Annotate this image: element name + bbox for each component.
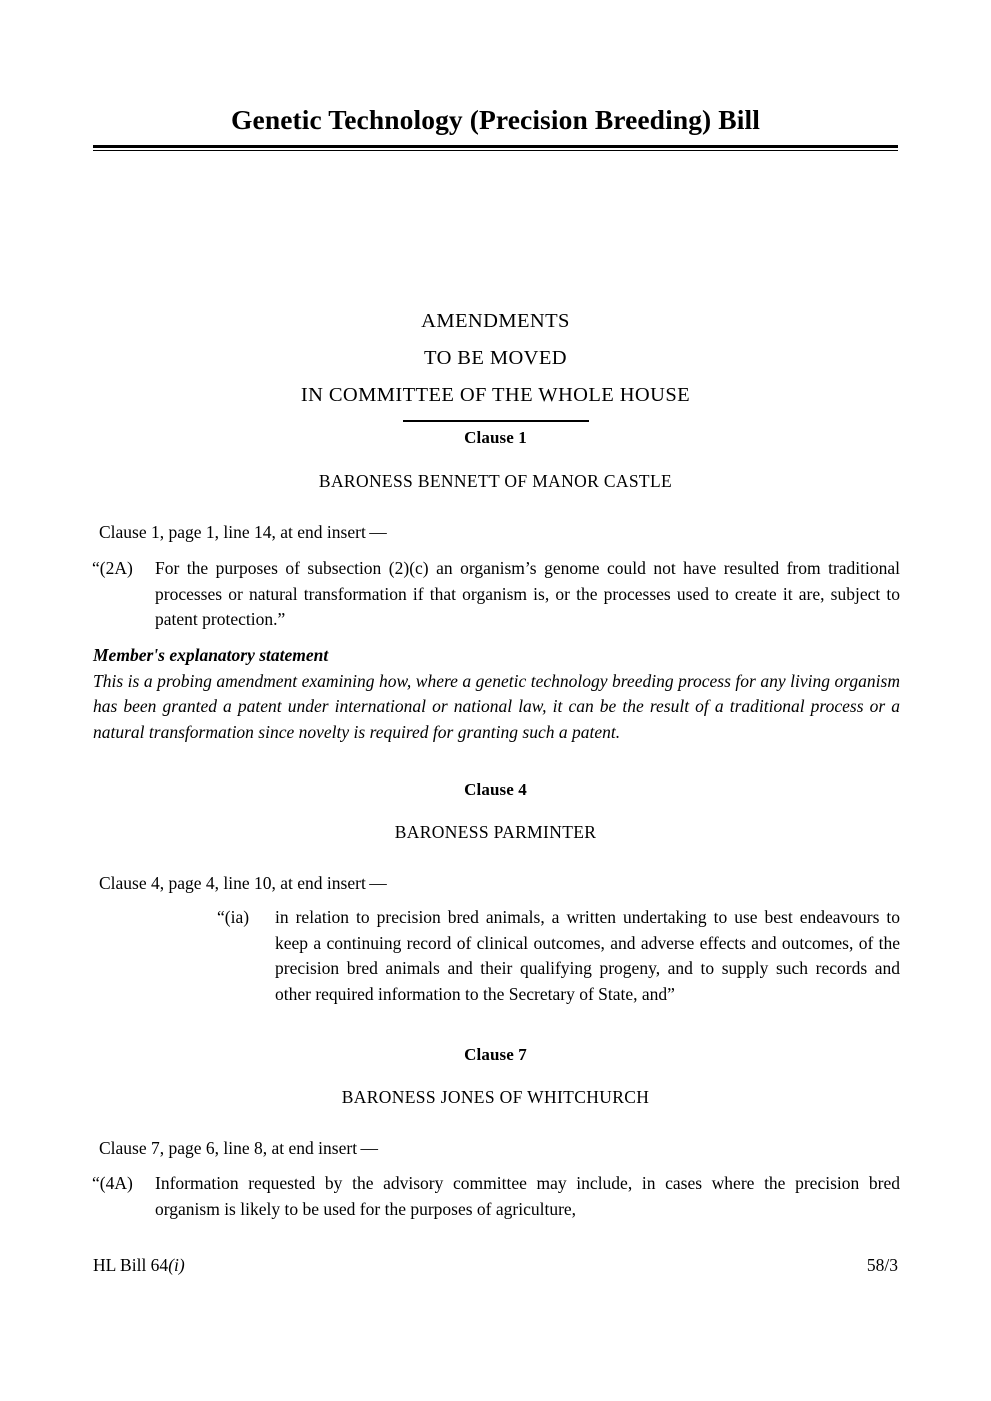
amendments-header: [93, 303, 898, 422]
lead-in-4: Clause 4, page 4, line 10, at end insert —: [99, 873, 387, 893]
header-rule-wrap: [93, 420, 898, 422]
footer-bill-suffix: (i): [168, 1255, 185, 1275]
page-title: Genetic Technology (Precision Breeding) Bill: [231, 104, 760, 135]
lead-in-7: Clause 7, page 6, line 8, at end insert —: [99, 1138, 379, 1158]
clause-heading-1: Clause 1: [464, 428, 527, 447]
header-line-amendments: AMENDMENTS: [421, 310, 570, 332]
footer-page-number: 58/3: [866, 1255, 898, 1275]
explanatory-statement-text: This is a probing amendment examining how, where a genetic technology breeding process for any living organism has been granted a patent under international or national law, it can be the result of a traditional process or a natural transformation since novelty is required for granting such a patent.: [93, 670, 900, 742]
explanatory-statement-title: Member's explanatory statement: [93, 645, 329, 665]
member-name-1: BARONESS BENNETT OF MANOR CASTLE: [318, 471, 673, 491]
member-name-7: BARONESS JONES OF WHITCHURCH: [341, 1087, 650, 1107]
clause-heading-7: Clause 7: [464, 1045, 527, 1064]
header-short-rule: [403, 420, 589, 422]
footer-bill-prefix: HL Bill 64: [93, 1255, 169, 1275]
explanatory-statement-1: [0, 643, 991, 745]
amendment-text-ia: in relation to precision bred animals, a written undertaking to use best endeavours to keep a continuing record of clinical outcomes, and adverse effects and outcomes, of the precision bred animals and their qualifying progeny, and to supply such records and other required information to the Secretary of State, and”: [275, 907, 900, 1004]
title-rule-thin: [93, 150, 898, 151]
footer-bill-reference: [93, 1255, 185, 1276]
header-line-in-committee: IN COMMITTEE OF THE WHOLE HOUSE: [300, 384, 691, 406]
amendment-text-4a: Information requested by the advisory committee may include, in cases where the precision bred organism is likely to be used for the purposes of agriculture,: [155, 1173, 900, 1219]
header-line-to-be-moved: TO BE MOVED: [424, 347, 567, 369]
amendment-7: [0, 1171, 991, 1222]
amendment-label-ia: “(ia): [217, 907, 250, 927]
page-footer: [93, 1255, 898, 1276]
member-name-4: BARONESS PARMINTER: [394, 822, 597, 842]
amendment-4: [0, 905, 991, 1007]
clause-heading-4: Clause 4: [464, 780, 527, 799]
amendment-label-4a: “(4A): [92, 1173, 133, 1193]
lead-in-1: Clause 1, page 1, line 14, at end insert —: [99, 522, 387, 542]
title-rule-thick: [93, 145, 898, 148]
title-block: [93, 104, 898, 151]
amendment-label-2a: “(2A): [92, 558, 133, 578]
amendment-1: [0, 556, 991, 633]
amendment-text-2a: For the purposes of subsection (2)(c) an organism’s genome could not have resulted from traditional processes or natural transformation if that organism is, or the processes used to create it are, subject to patent protection.”: [155, 558, 900, 629]
